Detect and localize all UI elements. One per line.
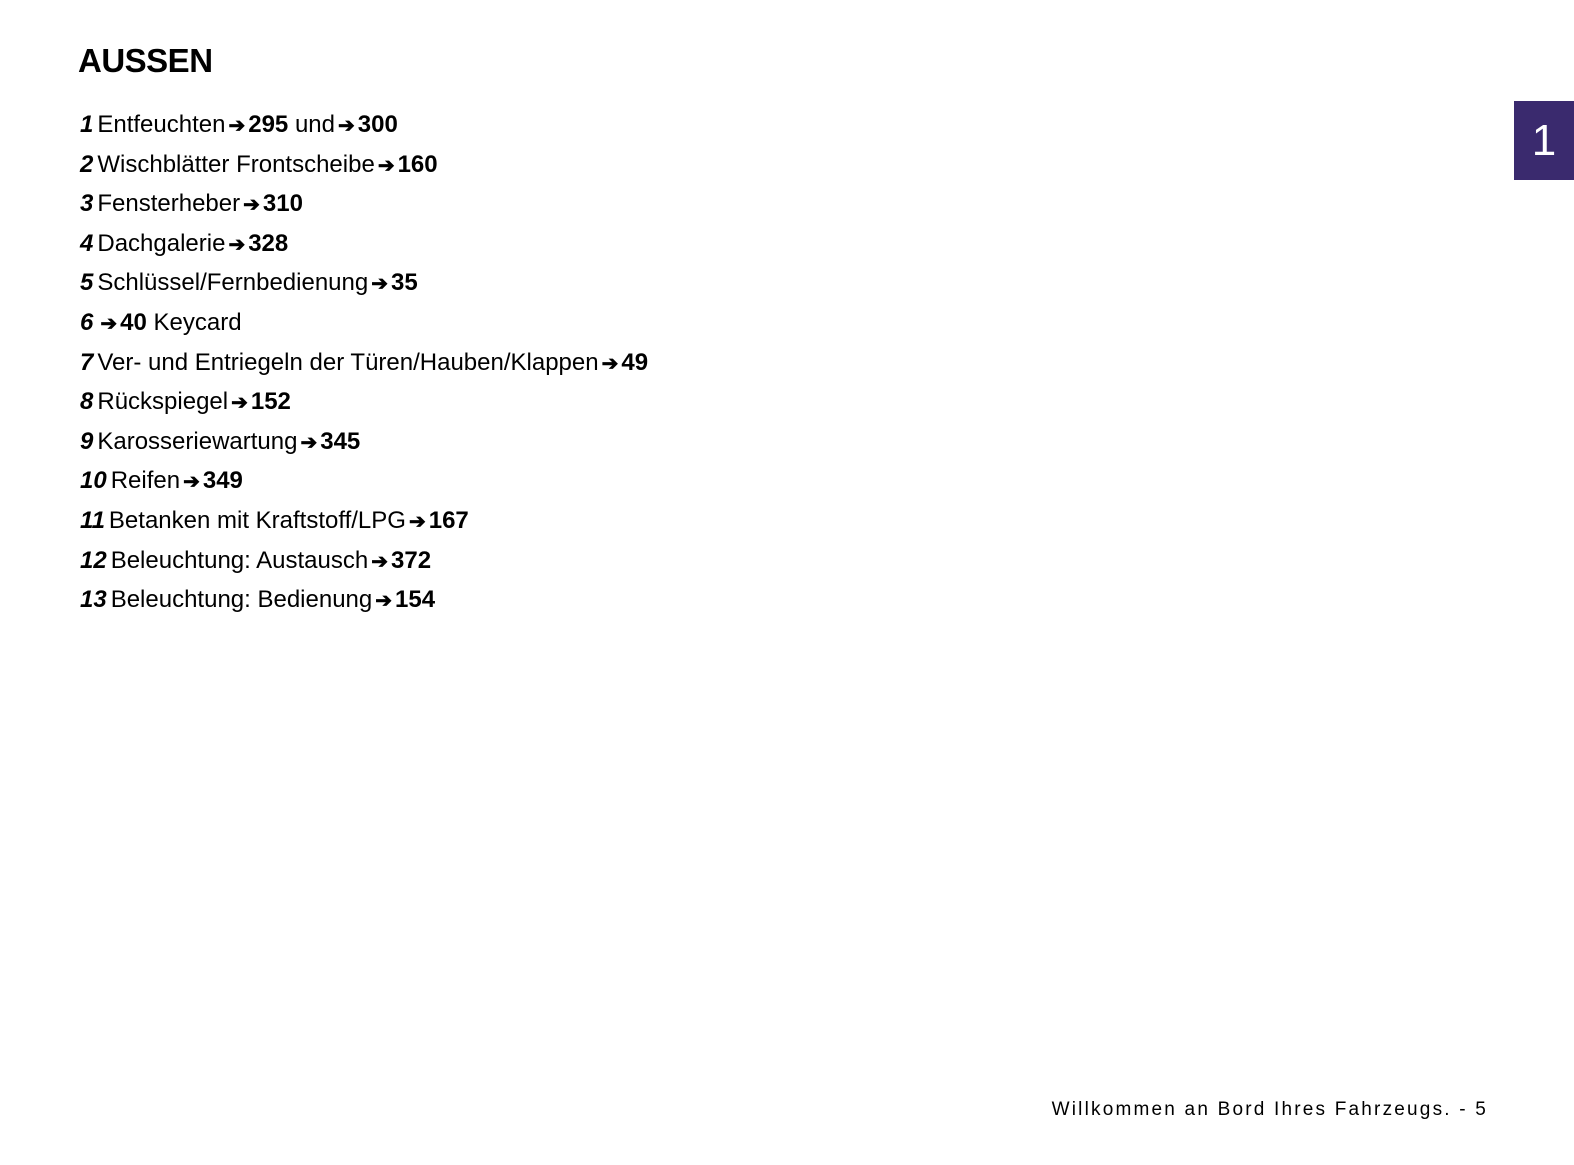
arrow-right-icon: ➔ (183, 471, 200, 494)
arrow-right-icon: ➔ (601, 352, 619, 375)
list-item (80, 581, 648, 621)
item-number: 5 (80, 269, 94, 297)
list-item (80, 502, 648, 542)
arrow-right-icon: ➔ (377, 154, 395, 177)
item-number: 8 (80, 388, 94, 416)
item-label: Karosseriewartung (97, 427, 298, 455)
page-reference-link[interactable]: 154 (395, 586, 436, 614)
page-reference-link[interactable]: 295 (248, 111, 289, 138)
item-number: 2 (80, 150, 94, 178)
chapter-number: 1 (1531, 115, 1557, 165)
item-number: 7 (80, 348, 94, 376)
arrow-right-icon: ➔ (231, 392, 248, 415)
arrow-right-icon: ➔ (408, 510, 426, 533)
list-item (80, 264, 648, 304)
item-label: Ver- und Entriegeln der Türen/Hauben/Klappen (97, 348, 599, 376)
item-label: Beleuchtung: Austausch (110, 546, 369, 574)
page-reference-link[interactable]: 35 (390, 269, 418, 297)
page-footer: Willkommen an Bord Ihres Fahrzeugs. - 5 (1051, 1099, 1488, 1120)
page-reference-link[interactable]: 160 (397, 150, 438, 178)
list-item (80, 304, 648, 344)
item-label: Keycard (153, 308, 242, 336)
list-item (80, 146, 648, 186)
list-item (80, 383, 648, 423)
arrow-right-icon: ➔ (100, 312, 118, 335)
page-reference-link[interactable]: 372 (391, 546, 432, 574)
page-reference-link[interactable]: 49 (621, 348, 649, 376)
page-reference-link[interactable]: 40 (120, 308, 147, 336)
item-number: 12 (80, 546, 107, 574)
reference-list (80, 106, 648, 621)
item-number: 4 (80, 229, 94, 257)
item-number: 11 (80, 506, 105, 534)
item-label: Betanken mit Kraftstoff/LPG (108, 506, 406, 534)
arrow-right-icon: ➔ (338, 115, 355, 137)
item-label: Wischblätter Frontscheibe (97, 150, 375, 178)
item-label: Rückspiegel (97, 388, 229, 416)
item-number: 10 (80, 467, 107, 495)
item-label: Reifen (110, 467, 181, 495)
arrow-right-icon: ➔ (243, 194, 260, 217)
list-item (80, 344, 648, 384)
arrow-right-icon: ➔ (371, 273, 388, 296)
arrow-right-icon: ➔ (228, 115, 246, 137)
item-number: 13 (80, 586, 107, 614)
item-label: Schlüssel/Fernbedienung (97, 269, 369, 297)
list-item (80, 185, 648, 225)
arrow-right-icon: ➔ (228, 233, 246, 256)
list-item (80, 542, 648, 582)
arrow-right-icon: ➔ (300, 431, 318, 454)
item-label: Entfeuchten (97, 111, 226, 138)
arrow-right-icon: ➔ (371, 550, 388, 573)
page-reference-link[interactable]: 152 (250, 388, 291, 416)
page-reference-link[interactable]: 345 (320, 427, 361, 455)
page-reference-link[interactable]: 310 (262, 190, 303, 218)
arrow-right-icon: ➔ (375, 590, 393, 613)
page-reference-link[interactable]: 300 (357, 111, 398, 138)
page-reference-link[interactable]: 349 (202, 467, 243, 495)
item-number: 3 (80, 190, 94, 218)
item-label: und (294, 111, 335, 138)
item-number: 9 (80, 427, 94, 455)
page-reference-link[interactable]: 167 (428, 506, 469, 534)
item-label: Beleuchtung: Bedienung (110, 586, 373, 614)
chapter-tab[interactable] (1514, 101, 1574, 180)
list-item (80, 225, 648, 265)
item-number: 6 (80, 308, 94, 336)
item-label: Dachgalerie (97, 229, 226, 257)
list-item (80, 462, 648, 502)
item-label: Fensterheber (97, 190, 241, 218)
page-title: AUSSEN (78, 42, 213, 79)
list-item (80, 423, 648, 463)
item-number: 1 (80, 111, 94, 138)
page-reference-link[interactable]: 328 (248, 229, 289, 257)
list-item (80, 106, 648, 146)
